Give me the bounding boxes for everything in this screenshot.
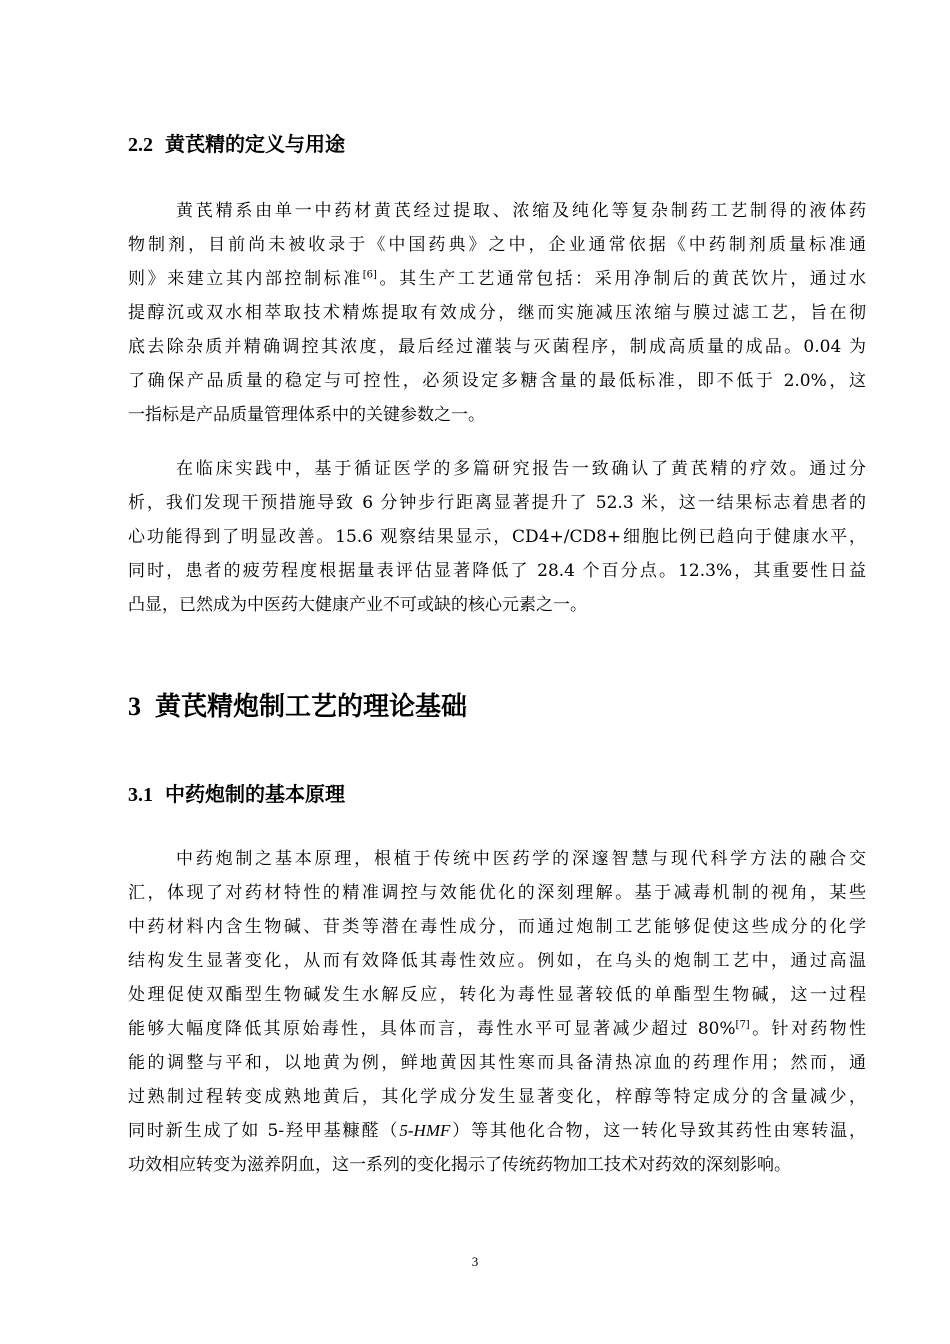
text-line: 处理促使双酯型生物碱发生水解反应，转化为毒性显著较低的单酯型生物碱，这一过程	[128, 985, 866, 1005]
chapter-heading-3	[128, 686, 467, 723]
text-line: 底去除杂质并精确调控其浓度，最后经过灌装与灭菌程序，制成高质量的成品。0.04 为	[128, 337, 866, 357]
text-run: 同时新生成了如 5-羟甲基糠醛（	[128, 1121, 400, 1141]
section-number: 2.2	[128, 134, 153, 156]
page-number: 3	[471, 1254, 479, 1269]
text-line: 结构发生显著变化，从而有效降低其毒性效应。例如，在乌头的炮制工艺中，通过高温	[128, 951, 866, 971]
text-run: 能够大幅度降低其原始毒性，具体而言，毒性水平可显著减少超过 80%	[128, 1019, 736, 1039]
section-number: 3.1	[128, 784, 153, 806]
citation-ref: [6]	[362, 269, 377, 281]
text-line: 一指标是产品质量管理体系中的关键参数之一。	[128, 405, 485, 425]
text-line	[128, 262, 866, 296]
text-line: 同时，患者的疲劳程度根据量表评估显著降低了 28.4 个百分点。12.3%，其重要性日益	[128, 561, 866, 581]
text-line: 物制剂，目前尚未被收录于《中国药典》之中，企业通常依据《中药制剂质量标准通	[128, 235, 866, 255]
section-title: 黄芪精的定义与用途	[165, 132, 345, 156]
text-line: 了确保产品质量的稳定与可控性，必须设定多糖含量的最低标准，即不低于 2.0%，这	[128, 371, 866, 391]
paragraph-processing-principle	[128, 842, 866, 1182]
italic-term: 5-HMF	[399, 1121, 451, 1140]
citation-ref: [7]	[735, 1019, 750, 1031]
text-line: 提醇沉或双水相萃取技术精炼提取有效成分，继而实施减压浓缩与膜过滤工艺，旨在彻	[128, 303, 866, 323]
text-line: 在临床实践中，基于循证医学的多篇研究报告一致确认了黄芪精的疗效。通过分	[176, 459, 866, 479]
text-run: 。其生产工艺通常包括：采用净制后的黄芪饮片，通过水	[376, 269, 867, 289]
text-line: 中药材料内含生物碱、苷类等潜在毒性成分，而通过炮制工艺能够促使这些成分的化学	[128, 917, 866, 937]
text-line: 凸显，已然成为中医药大健康产业不可或缺的核心元素之一。	[128, 595, 587, 615]
text-run: ）等其他化合物，这一转化导致其药性由寒转温，	[450, 1121, 867, 1141]
text-line	[128, 1012, 866, 1046]
text-line: 中药炮制之基本原理，根植于传统中医药学的深邃智慧与现代科学方法的融合交	[176, 849, 866, 869]
section-heading-2-2	[128, 128, 345, 157]
text-line: 汇，体现了对药材特性的精准调控与效能优化的深刻理解。基于减毒机制的视角，某些	[128, 883, 866, 903]
text-run: 则》来建立其内部控制标准	[128, 269, 363, 289]
chapter-number: 3	[128, 692, 141, 721]
text-line	[128, 1114, 866, 1148]
paragraph-definition	[128, 194, 866, 432]
text-run: 。针对药物性	[749, 1019, 866, 1039]
chapter-title: 黄芪精炮制工艺的理论基础	[155, 692, 468, 722]
text-line: 能的调整与平和，以地黄为例，鲜地黄因其性寒而具备清热凉血的药理作用；然而，通	[128, 1053, 866, 1073]
section-heading-3-1	[128, 778, 345, 807]
text-line: 黄芪精系由单一中药材黄芪经过提取、浓缩及纯化等复杂制药工艺制得的液体药	[176, 201, 866, 221]
paragraph-clinical	[128, 452, 866, 622]
section-title: 中药炮制的基本原理	[165, 782, 345, 806]
text-line: 心功能得到了明显改善。15.6 观察结果显示，CD4+/CD8+细胞比例已趋向于健康水平，	[128, 527, 866, 547]
text-line: 析，我们发现干预措施导致 6 分钟步行距离显著提升了 52.3 米，这一结果标志着患者的	[128, 493, 866, 513]
text-line: 过熟制过程转变成熟地黄后，其化学成分发生显著变化，梓醇等特定成分的含量减少，	[128, 1087, 866, 1107]
text-line: 功效相应转变为滋养阴血，这一系列的变化揭示了传统药物加工技术对药效的深刻影响。	[128, 1155, 791, 1175]
